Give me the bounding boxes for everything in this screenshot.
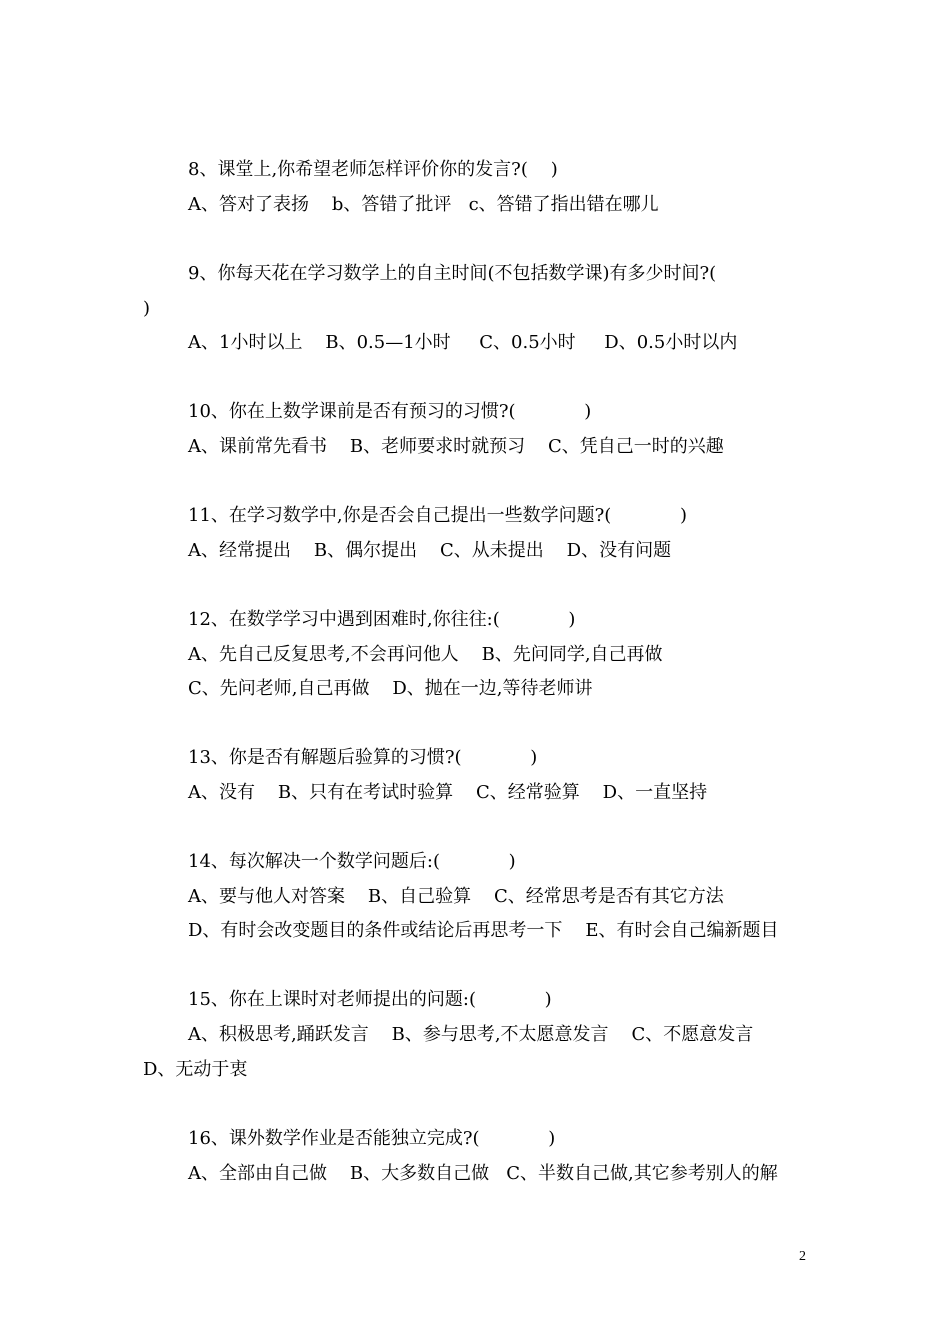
- question-16-options: A、全部由自己做 B、大多数自己做 C、半数自己做,其它参考别人的解: [188, 1163, 778, 1184]
- question-9-continuation: ): [143, 298, 151, 319]
- question-8-options: A、答对了表扬 b、答错了批评 c、答错了指出错在哪儿: [188, 194, 659, 215]
- question-12: 12、在数学学习中遇到困难时,你往往:( ): [188, 609, 576, 630]
- question-15-options-continuation: D、无动于衷: [143, 1059, 248, 1080]
- question-12-options-line2: C、先问老师,自己再做 D、抛在一边,等待老师讲: [188, 678, 593, 699]
- question-15-options: A、积极思考,踊跃发言 B、参与思考,不太愿意发言 C、不愿意发言: [188, 1024, 754, 1045]
- question-13-options: A、没有 B、只有在考试时验算 C、经常验算 D、一直坚持: [188, 782, 708, 803]
- question-8: 8、课堂上,你希望老师怎样评价你的发言?( ): [188, 159, 558, 180]
- page-number: 2: [799, 1249, 806, 1264]
- question-15: 15、你在上课时对老师提出的问题:( ): [188, 989, 552, 1010]
- question-11: 11、在学习数学中,你是否会自己提出一些数学问题?( ): [188, 505, 687, 526]
- question-10: 10、你在上数学课前是否有预习的习惯?( ): [188, 401, 592, 422]
- question-14: 14、每次解决一个数学问题后:( ): [188, 851, 516, 872]
- question-16: 16、课外数学作业是否能独立完成?( ): [188, 1128, 556, 1149]
- question-12-options-line1: A、先自己反复思考,不会再问他人 B、先问同学,自己再做: [188, 644, 663, 665]
- question-9-options: A、1小时以上 B、0.5—1小时 C、0.5小时 D、0.5小时以内: [188, 332, 738, 353]
- question-13: 13、你是否有解题后验算的习惯?( ): [188, 747, 538, 768]
- question-9: 9、你每天花在学习数学上的自主时间(不包括数学课)有多少时间?(: [188, 263, 717, 284]
- question-14-options-line1: A、要与他人对答案 B、自己验算 C、经常思考是否有其它方法: [188, 886, 724, 907]
- question-11-options: A、经常提出 B、偶尔提出 C、从未提出 D、没有问题: [188, 540, 672, 561]
- question-10-options: A、课前常先看书 B、老师要求时就预习 C、凭自己一时的兴趣: [188, 436, 724, 457]
- question-14-options-line2: D、有时会改变题目的条件或结论后再思考一下 E、有时会自己编新题目: [188, 920, 779, 941]
